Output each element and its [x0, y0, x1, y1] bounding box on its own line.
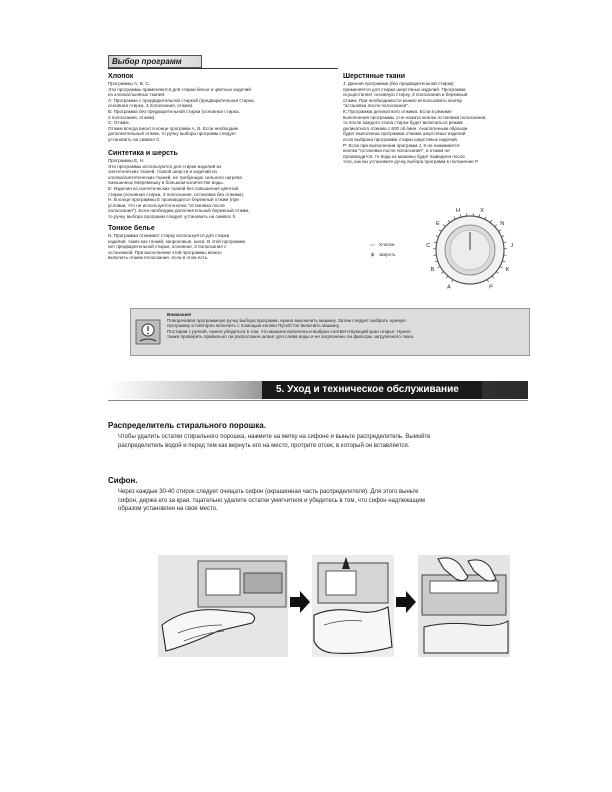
dial-letter: X — [480, 207, 484, 214]
dial-tick — [499, 230, 502, 232]
cotton-line: установить на символ С. — [108, 136, 161, 142]
dial-tick — [454, 217, 455, 220]
dial-letter: N — [500, 221, 505, 227]
synthetics-line: стирки (основная стирка, 3 полоскания, остановка без отжима). — [108, 191, 245, 197]
cotton-symbol-icon: 〰 — [370, 242, 376, 249]
dial-tick — [439, 230, 442, 232]
cotton-line: из хлопка/льняных тканей. — [108, 92, 166, 98]
dial-letter: J — [510, 243, 514, 250]
cotton-line: С: Отжим. — [108, 120, 130, 126]
cotton-text — [108, 81, 336, 143]
dial-tick — [502, 261, 505, 262]
maintenance-illustrations — [158, 555, 510, 657]
warning-line: программу и повторно включить с помощью кнопки Пуск/Стоп включить машину. — [167, 323, 340, 329]
dial-tick — [452, 279, 454, 282]
warning-line: Поворачивая программную ручку выбора программ, нужно выключить машину. Затем следует выбрать нужную — [167, 317, 406, 323]
dial-letter: E — [435, 221, 440, 227]
program-dial-graphic — [420, 198, 520, 298]
dial-tick — [443, 225, 445, 227]
wool-line: J: Данная программа (без предварительной стирки) — [343, 81, 454, 86]
warning-line: также проверить правильно ли расположен шланг для слива воды и не загрязнены ли фильтры загрузочного люка. — [167, 334, 415, 340]
dial-letter: A — [447, 284, 451, 291]
wool-line: деликатного отжима с 600 об./мин. Аналогичным образом — [343, 125, 468, 131]
illustration-siphon-grip — [312, 555, 394, 657]
wool-line: К: Программа деликатного отжима. Если в режиме — [343, 108, 452, 114]
delicate-section — [108, 225, 336, 261]
dial-letter: B — [430, 266, 435, 273]
illustration-siphon-cleaning — [418, 555, 510, 657]
banner-rule — [108, 68, 338, 69]
legend-wool-label: Шерсть — [379, 252, 396, 258]
dial-tick — [435, 261, 438, 262]
synthetics-line: Н: В конце программы Е производится бережный отжим (при — [108, 197, 239, 203]
dial-tick — [500, 267, 503, 268]
wool-symbol-icon: ⚘ — [370, 252, 376, 259]
delicate-line: остановкой. При выполнении этой программы можно — [108, 249, 222, 255]
cotton-line: Эти программы применяются для стирки белья и цветных изделий — [108, 86, 251, 92]
synthetics-line: хлопка/синтетических тканей, не требующих сильного нагрева — [108, 174, 242, 180]
siphon-line: сифон, держа его за края, тщательно удалите остатки умягчителя и убедитесь в том, что сифон надлежащим — [118, 497, 425, 504]
synthetics-text — [108, 158, 336, 220]
dial-tick — [460, 214, 461, 217]
wool-line: кнопка "остановка после полоскания", и отжим не — [343, 148, 450, 154]
wool-title: Шерстяные ткани — [343, 73, 406, 80]
chapter-title: 5. Уход и техническое обслуживание — [262, 381, 482, 399]
delicate-line: N: Программа отжимает стирку используется для стирки — [108, 233, 230, 238]
legend-cotton-label: Хлопок — [379, 242, 395, 248]
legend-row-wool — [370, 250, 396, 260]
synthetics-line: полоскания"). Если необходим дополнительный бережный отжим, — [108, 208, 250, 214]
dial-tick — [496, 272, 498, 274]
dispenser-line: распределитель водой и перед тем как вернуть его на место, протрите отсек, в который он вставляется. — [118, 442, 410, 449]
dial-tick — [492, 276, 494, 278]
warning-heading: Внимание! — [167, 312, 192, 317]
dial-legend — [370, 240, 396, 260]
dial-tick — [479, 214, 480, 217]
legend-row-cotton — [370, 240, 396, 250]
warning-line: Постирав с ручкой, нужно убедиться в том, что машина включена и выбран соответствующий кран открыт. Нужно — [167, 328, 411, 334]
wool-line: того, как вы установите ручку выбора программ в положение Р. — [343, 159, 479, 165]
delicate-line: нет предварительной стирки, основная, 3 полоскания с — [108, 244, 227, 250]
synthetics-section — [108, 150, 336, 220]
arrow-right-icon — [290, 591, 310, 613]
synthetics-title: Синтетика и шерсть — [108, 150, 178, 157]
dispenser-line: Чтобы удалить остатки стирального порошка, нажмите на метку на сифоне и выньте распределитель. Вымойте — [118, 434, 431, 440]
dispenser-text — [108, 433, 528, 450]
dial-tick — [441, 272, 443, 274]
dial-letter: K — [505, 266, 510, 273]
delicate-text — [108, 233, 336, 261]
dial-letter: P — [489, 284, 493, 291]
wool-line: Р: Если при выполнении программ J, К не нажимается — [343, 142, 460, 148]
wool-text — [343, 81, 543, 165]
section-banner: Выбор программ — [108, 55, 202, 68]
wool-line: если выбрана программа стирки шерстяных изделий. — [343, 136, 458, 142]
synthetics-line: то ручку выбора программ следует установить на символ Х. — [108, 213, 237, 219]
siphon-text — [108, 488, 528, 514]
wool-line: производится, то вода из машины будет выведена после — [343, 153, 465, 159]
cotton-line: Отжим всегда висит в конце программ А, В. Если необходим — [108, 125, 238, 131]
warning-box — [130, 308, 530, 356]
dial-tick — [501, 236, 504, 237]
siphon-line: Через каждые 30-40 стирок следует очищать сифон (окрашенная часть распределителя). Для этого выньте — [118, 489, 419, 495]
synthetics-line: Е: Изделия из синтетических тканей без повышения цветной — [108, 185, 239, 191]
cotton-line: А: Программа с предварительной стиркой (предварительная стирка, — [108, 97, 255, 103]
dispenser-title: Распределитель стирального порошка. — [108, 421, 266, 430]
hand-warning-icon — [134, 317, 162, 347]
dial-tick — [436, 236, 439, 237]
cotton-line: дополнительный отжим, то ручку выбора программ следует — [108, 131, 237, 137]
siphon-line: образом установлен на свое место. — [118, 506, 218, 512]
wool-line: то после каждого этапа стирки будет включаться режим — [343, 120, 463, 126]
illustration-dispenser-removal — [158, 555, 288, 657]
wool-line: осуществляет основную стирку, 3 полоскания и бережный — [343, 92, 468, 98]
chapter-rule — [108, 400, 528, 401]
dial-tick — [490, 220, 492, 223]
dial-tick — [487, 279, 489, 282]
warning-text — [167, 312, 527, 340]
synthetics-line: синтетических тканей, тонкой шерсти и изделий из — [108, 169, 217, 175]
dial-tick — [495, 225, 497, 227]
wool-section — [343, 73, 543, 165]
wool-line: выполнения программы J не нажата кнопка остановки полоскания, — [343, 114, 487, 120]
cotton-line: Программы А, В, С. — [108, 81, 150, 86]
dial-letter: H — [456, 207, 460, 214]
cotton-line: В: Программа без предварительной стирки (основная стирка, — [108, 108, 240, 114]
arrow-right-icon — [396, 591, 416, 613]
dispenser-section — [108, 421, 528, 450]
dial-tick — [446, 276, 448, 278]
cotton-title: Хлопок — [108, 73, 134, 80]
delicate-line: включить отжим полоскание, если в этом есть. — [108, 255, 209, 261]
synthetics-line: Программы Е, Н. — [108, 158, 145, 163]
wool-line: отжим. При необходимости можно использовать кнопку — [343, 97, 462, 103]
delicate-title: Тонкое белье — [108, 225, 155, 232]
wool-line: "остановка после полоскания". — [343, 103, 410, 109]
cotton-section — [108, 73, 336, 143]
synthetics-line: Эти программы используются для стирки изделий из — [108, 163, 222, 169]
synthetics-line: смешанных вперемешку в большом количестве воды. — [108, 180, 224, 186]
wool-line: будет выполнена программа отжима шерстяных изделий — [343, 131, 466, 137]
wool-line: применяется для стирки шерстяных изделий. Программа — [343, 86, 466, 92]
dial-tick — [485, 217, 486, 220]
cotton-line: основная стирка, 3 полоскания, отжим). — [108, 103, 194, 109]
dial-tick — [448, 220, 450, 223]
dial-tick — [438, 267, 441, 268]
dial-letter: C — [426, 243, 431, 250]
siphon-title: Сифон. — [108, 476, 138, 485]
program-dial — [420, 198, 520, 298]
siphon-section — [108, 476, 528, 514]
delicate-line: изделий, таких как тонкий, капроновые, шелк. В этой программе — [108, 238, 246, 244]
synthetics-line: условии, что не используется кнопка "остановка после — [108, 202, 225, 208]
cotton-line: 3 полоскания, отжим). — [108, 114, 156, 120]
